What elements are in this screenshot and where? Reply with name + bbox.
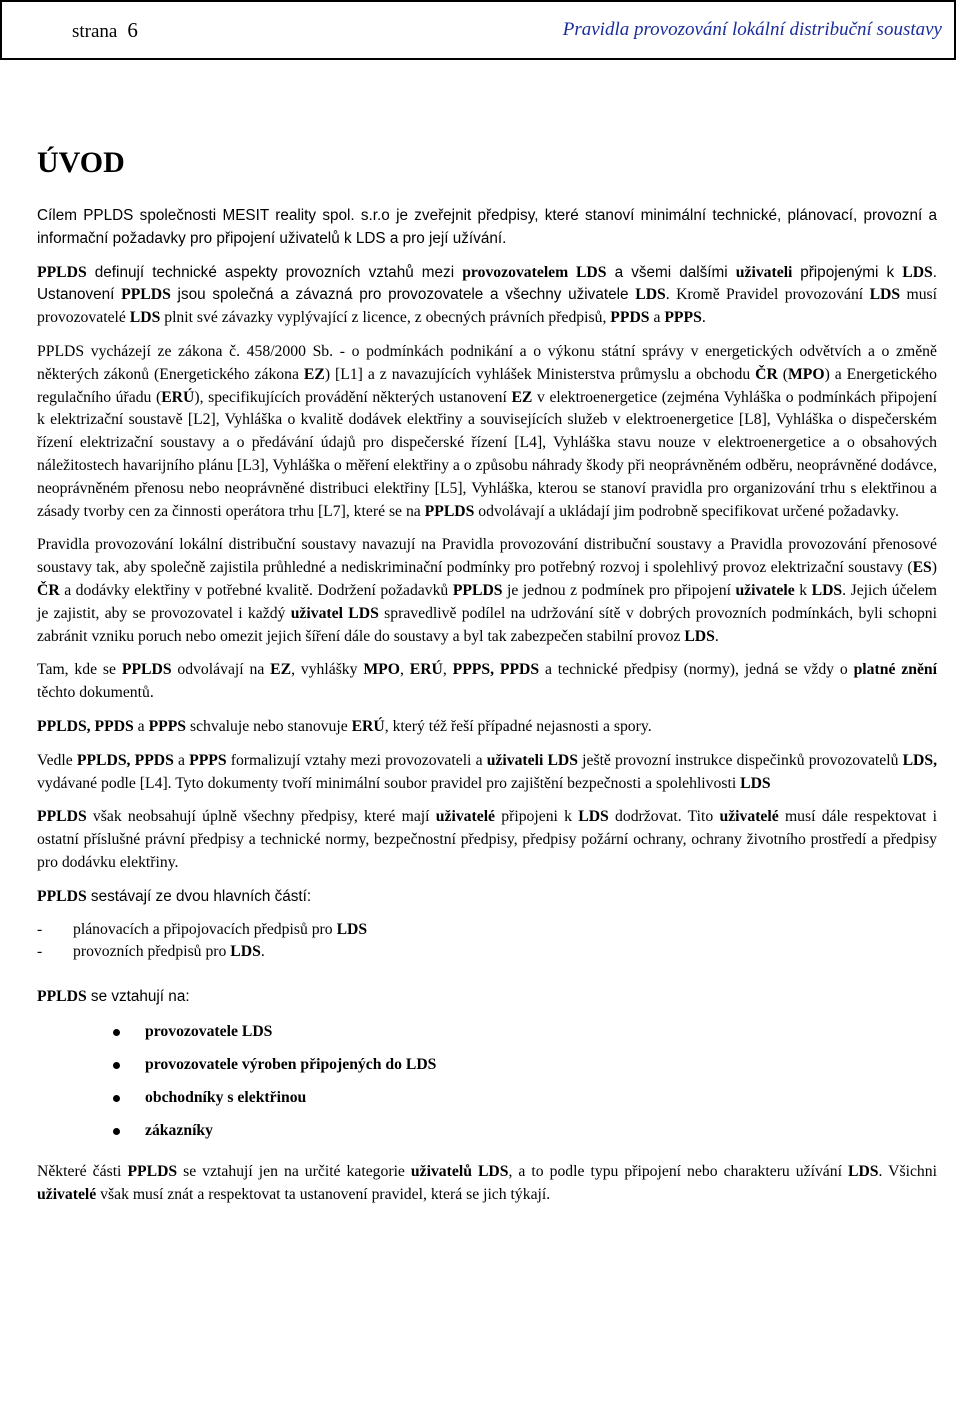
paragraph-purpose: Pravidla provozování lokální distribuční soustavy navazují na Pravidla provozování distribuční soustavy a Pravidla provozování přenosové soustavy tak, aby společně zajistila průhledné a nediskriminační podmínky pro potřebný rozvoj i spolehlivý provoz elektrizační soustavy (ES) ČR a dodávky elektřiny v potřebné kvalitě. Dodržení požadavků PPLDS je jednou z podmínek pro připojení uživatele k LDS. Jejich účelem je zajistit, aby se provozovatel i každý uživatel LDS spravedlivě podílel na udržování sítě v dobrých provozních podmínkách, byli schopni zabránit vzniku poruch nebo omezit jejich šíření dále do soustavy a byl tak zabezpečen stabilní provoz LDS. (37, 536, 937, 645)
document-body (37, 205, 937, 1207)
paragraph-definition: PPLDS definují technické aspekty provozních vztahů mezi provozovatelem LDS a všemi dalšími uživateli připojenými k LDS. Ustanovení PPLDS jsou společná a závazná pro provozovatele a všechny uživatele LDS. Kromě Pravidel provozování LDS musí provozovatelé LDS plnit své závazky vyplývající z licence, z obecných právních předpisů, PPDS a PPPS. (37, 263, 938, 327)
page-number-value: 6 (127, 17, 138, 42)
paragraph-instructions: Vedle PPLDS, PPDS a PPPS formalizují vztahy mezi provozovateli a uživateli LDS ještě provozní instrukce dispečinků provozovatelů LDS, vydávané podle [L4]. Tyto dokumenty tvoří minimální soubor pravidel pro zajištění bezpečnosti a spolehlivosti LDS (37, 751, 938, 792)
paragraph-references: Tam, kde se PPLDS odvolávají na EZ, vyhlášky MPO, ERÚ, PPPS, PPDS a technické předpisy (normy), jedná se vždy o platné znění těchto dokumentů. (37, 661, 938, 702)
paragraph-scope: PPLDS se vztahují na: (37, 988, 190, 1006)
page-number (72, 18, 138, 43)
list-item: - plánovacích a připojovacích předpisů pro LDS (37, 920, 368, 938)
page-header (0, 0, 956, 60)
page-label: strana (72, 20, 118, 42)
scope-list (37, 1021, 937, 1153)
paragraph-legal-basis: PPLDS vycházejí ze zákona č. 458/2000 Sb. - o podmínkách podnikání a o výkonu státní správy v energetických odvětvích a o změně některých zákonů (Energetického zákona EZ) [L1] a z navazujících vyhlášek Ministerstva průmyslu a obchodu ČR (MPO) a Energetického regulačního úřadu (ERÚ), specifikujících provádění některých ustanovení EZ v elektroenergetice (zejména Vyhláška o podmínkách připojení k elektrizační soustavě [L2], Vyhláška o kvalitě dodávek elektřiny a souvisejících služeb v elektroenergetice [L8], Vyhláška o dispečerském řízení elektrizační soustavy a o předávání údajů pro dispečerské řízení [L4], Vyhláška stavu nouze v elektroenergetice a o obsahových náležitostech havarijního plánu [L3], Vyhláška o měření elektřiny a o způsobu náhrady škody při neoprávněném odběru, neoprávněné dodávce, neoprávněném přenosu nebo neoprávněné distribuci elektřiny [L5], Vyhláška, kterou se stanoví pravidla pro organizování trhu s elektřinou a zásady tvorby cen za činnosti operátora trhu [L7], které se na PPLDS odvolávají a ukládají jim podrobně specifikovat určené požadavky. (37, 342, 937, 520)
list-item: provozovatele LDS (37, 1021, 937, 1054)
paragraph-parts: PPLDS sestávají ze dvou hlavních částí: (37, 887, 312, 905)
list-item: - provozních předpisů pro LDS. (37, 943, 265, 961)
list-item: provozovatele výroben připojených do LDS (37, 1054, 937, 1087)
list-item: zákazníky (37, 1120, 937, 1153)
paragraph-categories: Některé části PPLDS se vztahují jen na určité kategorie uživatelů LDS, a to podle typu připojení nebo charakteru užívání LDS. Všichni uživatelé však musí znát a respektovat ta ustanovení pravidel, která se jich týkají. (37, 1162, 937, 1203)
paragraph-intro: Cílem PPLDS společnosti MESIT reality spol. s.r.o je zveřejnit předpisy, které stanoví minimální technické, plánovací, provozní a informační požadavky pro připojení uživatelů k LDS a pro její užívání. (37, 207, 937, 247)
page-title: ÚVOD (37, 146, 125, 179)
document-title: Pravidla provozování lokální distribuční soustavy (562, 19, 942, 40)
list-item: obchodníky s elektřinou (37, 1087, 937, 1120)
paragraph-other-regulations: PPLDS však neobsahují úplně všechny předpisy, které mají uživatelé připojeni k LDS dodržovat. Tito uživatelé musí dále respektovat i ostatní příslušné právní předpisy a technické normy, bezpečnostní předpisy, předpisy požární ochrany, ochrany životního prostředí a předpisy pro dodávku elektřiny. (37, 808, 937, 871)
paragraph-approval: PPLDS, PPDS a PPPS schvaluje nebo stanovuje ERÚ, který též řeší případné nejasnosti a spory. (37, 717, 652, 735)
parts-list (37, 919, 937, 965)
